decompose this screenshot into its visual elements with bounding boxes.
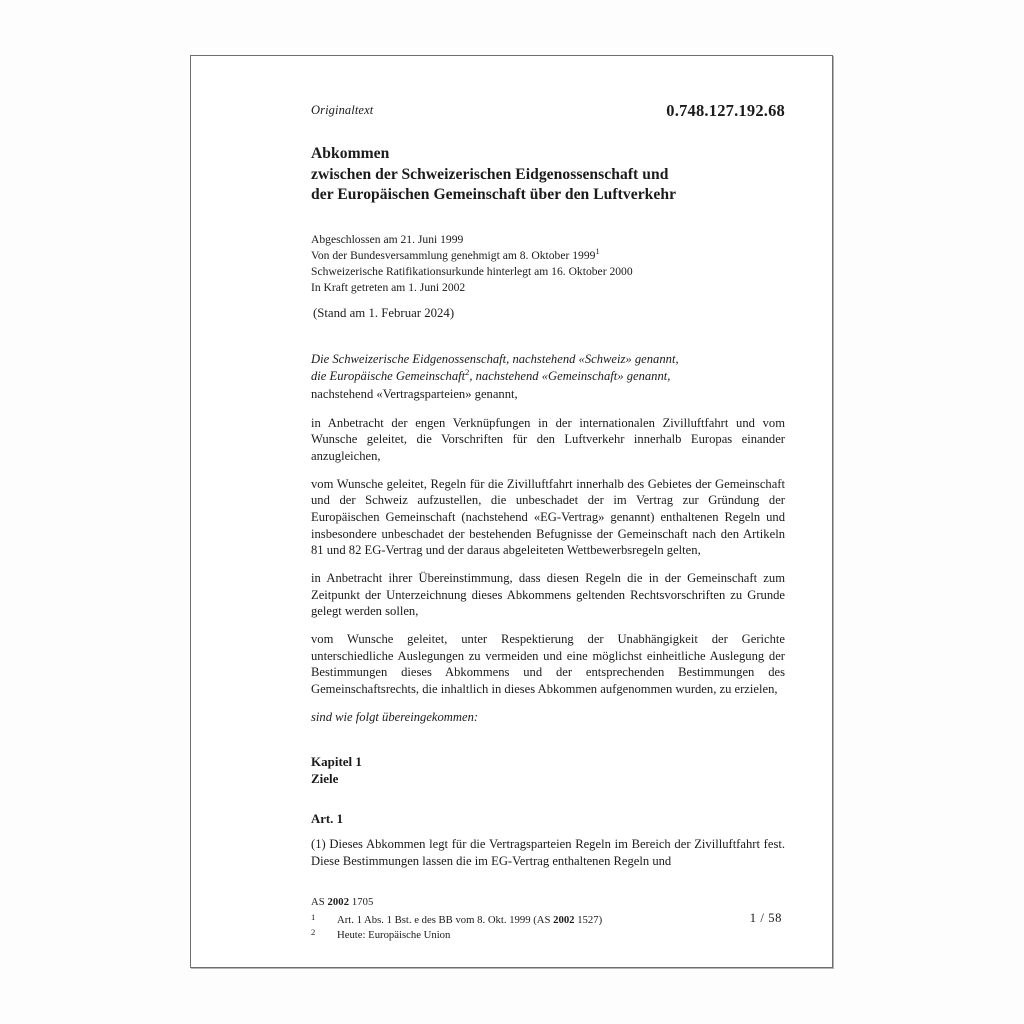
footnote-source-suffix: 1705 — [349, 897, 374, 908]
preamble-block — [311, 351, 785, 725]
preamble-paragraph-1: in Anbetracht der engen Verknüpfungen in der internationalen Zivilluftfahrt und vom Wunsche geleitet, die Vorschriften für den Luftverkehr innerhalb Europas einander anzugleichen, — [311, 415, 785, 463]
footnote-item-text-before: Art. 1 Abs. 1 Bst. e des BB vom 8. Okt. 1999 (AS — [337, 913, 554, 926]
preamble-party-line-2 — [311, 368, 785, 385]
preamble-paragraph-3: in Anbetracht ihrer Übereinstimmung, dass diesen Regeln die in der Gemeinschaft zum Zeitpunkt der Unterzeichnung dieses Abkommens geltenden Rechtsvorschriften zu Grunde gelegt werden sollen, — [311, 571, 785, 619]
footnote-source-year: 2002 — [327, 897, 350, 908]
footnote-item-marker: 2 — [311, 926, 316, 937]
preamble-closing: sind wie folgt übereingekommen: — [311, 709, 479, 724]
status-line-in-force: In Kraft getreten am 1. Juni 2002 — [311, 280, 466, 294]
status-line-approved-text: Von der Bundesversammlung genehmigt am 8. Oktober 1999 — [311, 248, 596, 262]
footnote-item-text-before: Heute: Europäische Union — [337, 928, 451, 941]
footnote-source-prefix: AS — [311, 897, 328, 908]
sr-number: 0.748.127.192.68 — [666, 101, 785, 120]
document-page — [190, 55, 833, 968]
preamble-party-line-2-after: , nachstehend «Gemeinschaft» genannt, — [469, 369, 671, 384]
title-line-1: Abkommen — [311, 145, 390, 162]
masthead — [311, 56, 785, 142]
footnote-item-marker: 1 — [311, 911, 316, 922]
page-content-area — [311, 56, 785, 967]
footnote-item — [311, 928, 785, 943]
footnote-item-text-after: 1527) — [574, 913, 603, 926]
chapter-heading — [311, 754, 785, 788]
status-line-concluded: Abgeschlossen am 21. Juni 1999 — [311, 233, 464, 247]
preamble-paragraph-4: vom Wunsche geleitet, unter Respektierung der Unabhängigkeit der Gerichte unterschiedliche Auslegungen zu vermeiden und eine möglichst einheitliche Auslegung der Bestimmungen dieses Abkommens und der entsprechenden Bestimmungen des Gemeinschaftsrechts, die inhaltlich in dieses Abkommen aufgenommen wurden, zu erzielen, — [311, 632, 785, 697]
original-text-label: Originaltext — [311, 103, 374, 117]
footnote-item-text-year: 2002 — [553, 913, 575, 926]
article-heading: Art. 1 — [311, 812, 343, 827]
title-line-2: zwischen der Schweizerischen Eidgenossenschaft und — [311, 165, 669, 183]
status-dates — [311, 232, 785, 295]
title-line-3: der Europäischen Gemeinschaft über den Luftverkehr — [311, 186, 677, 204]
chapter-title: Ziele — [311, 771, 339, 787]
status-line-approved — [311, 248, 785, 264]
chapter-number: Kapitel 1 — [311, 754, 362, 770]
preamble-party-line-3: nachstehend «Vertragsparteien» genannt, — [311, 386, 518, 401]
footnote-source-reference — [311, 896, 785, 910]
preamble-party-line-1: Die Schweizerische Eidgenossenschaft, nachstehend «Schweiz» genannt, — [311, 352, 679, 367]
preamble-party-line-2-before: die Europäische Gemeinschaft — [311, 369, 466, 384]
page-title — [311, 142, 785, 206]
footnote-marker-1: 1 — [595, 247, 600, 257]
preamble-paragraph-2: vom Wunsche geleitet, Regeln für die Zivilluftfahrt innerhalb des Gebietes der Gemeinschaft und der Schweiz aufzustellen, die unbeschadet der im Vertrag zur Gründung der Europäischen Gemeinschaft (nachstehend «EG-Vertrag» genannt) enthaltenen Regeln und insbesondere unbeschadet der bestehenden Befugnisse der Gemeinschaft nach den Artikeln 81 und 82 EG-Vertrag und der daraus abgeleiteten Wettbewerbsregeln gelten, — [311, 476, 785, 558]
status-as-of: (Stand am 1. Februar 2024) — [313, 306, 455, 321]
footnote-item-text — [337, 928, 785, 943]
footnote-marker-2: 2 — [465, 368, 470, 378]
page-number: 1 / 58 — [749, 911, 782, 925]
footnote-item-text — [337, 913, 785, 928]
footnote-item — [311, 913, 785, 928]
status-line-ratified: Schweizerische Ratifikationsurkunde hinterlegt am 16. Oktober 2000 — [311, 264, 633, 278]
article-paragraph-1: (1) Dieses Abkommen legt für die Vertragsparteien Regeln im Bereich der Zivilluftfahrt fest. Diese Bestimmungen lassen die im EG-Vertrag enthaltenen Regeln und — [311, 837, 785, 868]
footnote-block — [311, 896, 785, 943]
